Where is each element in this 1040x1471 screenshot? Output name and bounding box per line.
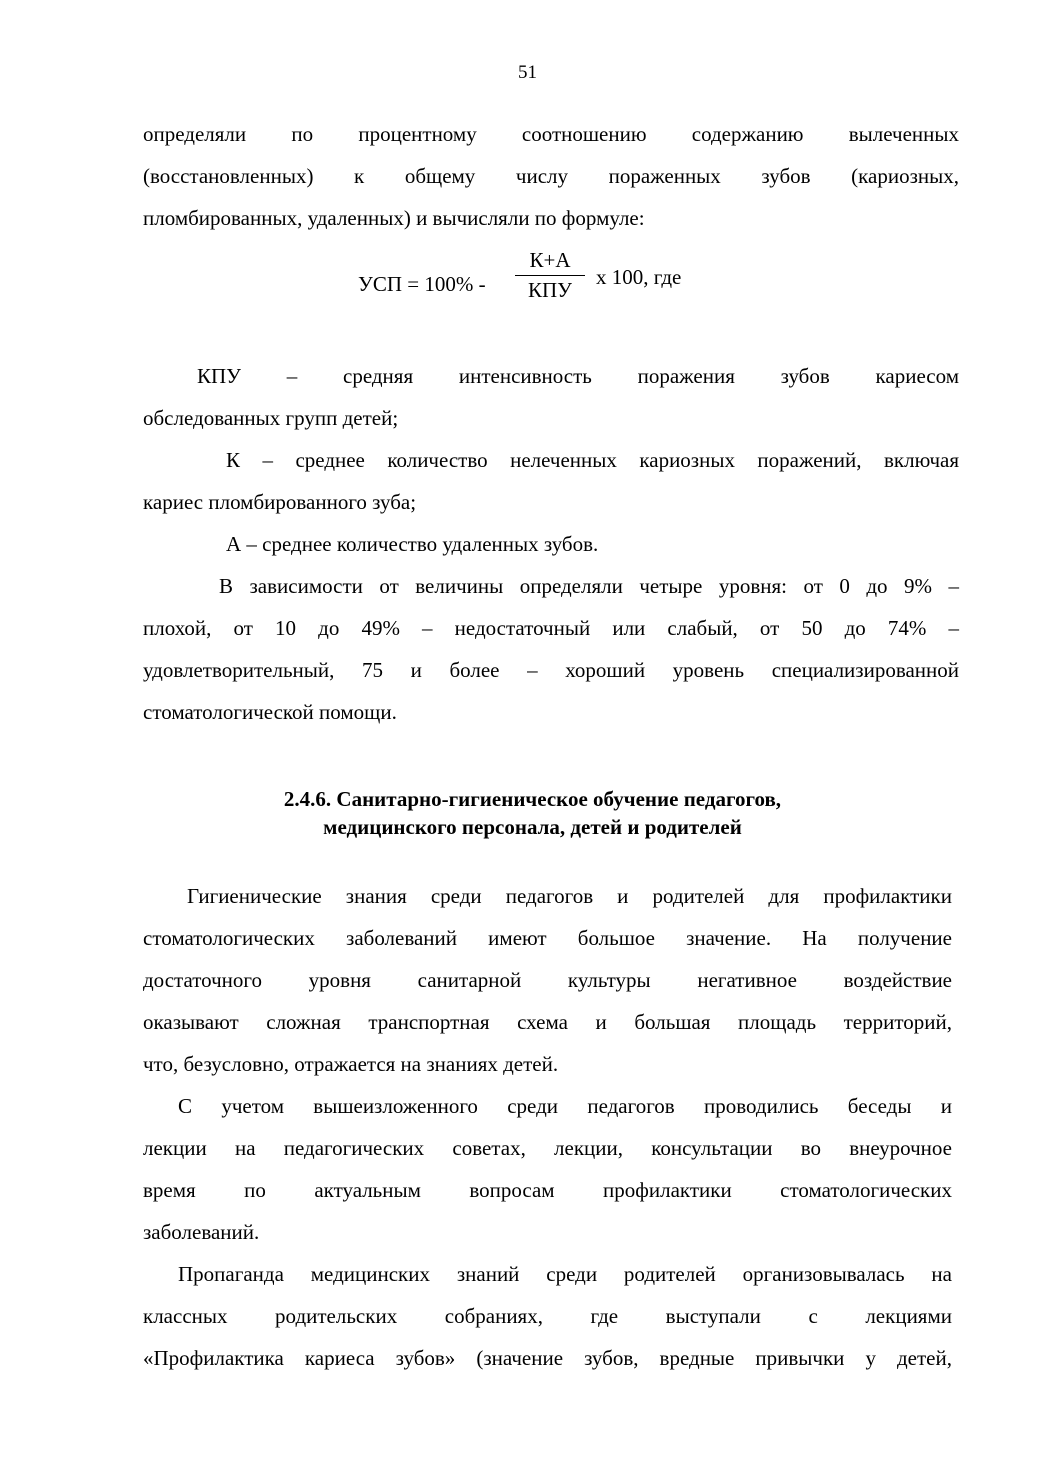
formula-lhs: УСП = 100% - [358, 272, 486, 296]
text-line: классных родительских собраниях, где выступали с лекциями [143, 1304, 952, 1328]
formula-denominator: КПУ [527, 278, 573, 302]
text-line: определяли по процентному соотношению содержанию вылеченных [143, 122, 959, 146]
text-line: стоматологической помощи. [143, 700, 397, 724]
text-line: заболеваний. [143, 1220, 260, 1244]
text-line: удовлетворительный, 75 и более – хороший уровень специализированной [143, 658, 959, 682]
text-line: стоматологических заболеваний имеют большое значение. На получение [143, 926, 952, 950]
text-line: Гигиенические знания среди педагогов и родителей для профилактики [187, 884, 952, 908]
text-line: что, безусловно, отражается на знаниях детей. [143, 1052, 559, 1076]
text-line: пломбированных, удаленных) и вычисляли по формуле: [143, 206, 645, 230]
text-line: «Профилактика кариеса зубов» (значение зубов, вредные привычки у детей, [143, 1346, 952, 1370]
formula-fraction [515, 248, 585, 303]
text-line: лекции на педагогических советах, лекции, консультации во внеурочное [143, 1136, 952, 1160]
definition-kpu-cont: обследованных групп детей; [143, 406, 399, 430]
text-line: плохой, от 10 до 49% – недостаточный или слабый, от 50 до 74% – [143, 616, 959, 640]
text-line: время по актуальным вопросам профилактики стоматологических [143, 1178, 952, 1202]
section-heading-cont: медицинского персонала, детей и родителей [323, 815, 742, 839]
page-number: 51 [518, 62, 537, 83]
definition-kpu: КПУ – средняя интенсивность поражения зубов кариесом [197, 364, 959, 388]
text-line: С учетом вышеизложенного среди педагогов проводились беседы и [178, 1094, 952, 1118]
definition-a: А – среднее количество удаленных зубов. [226, 532, 599, 556]
formula-rhs: х 100, где [596, 265, 682, 289]
text-line: Пропаганда медицинских знаний среди родителей организовывалась на [178, 1262, 952, 1286]
formula-numerator: К+А [515, 248, 585, 276]
text-line: В зависимости от величины определяли четыре уровня: от 0 до 9% – [219, 574, 959, 598]
definition-k: К – среднее количество нелеченных кариозных поражений, включая [226, 448, 959, 472]
text-line: (восстановленных) к общему числу пораженных зубов (кариозных, [143, 164, 959, 188]
definition-k-cont: кариес пломбированного зуба; [143, 490, 417, 514]
text-line: достаточного уровня санитарной культуры негативное воздействие [143, 968, 952, 992]
text-line: оказывают сложная транспортная схема и большая площадь территорий, [143, 1010, 952, 1034]
section-heading: 2.4.6. Санитарно-гигиеническое обучение педагогов, [283, 787, 782, 811]
